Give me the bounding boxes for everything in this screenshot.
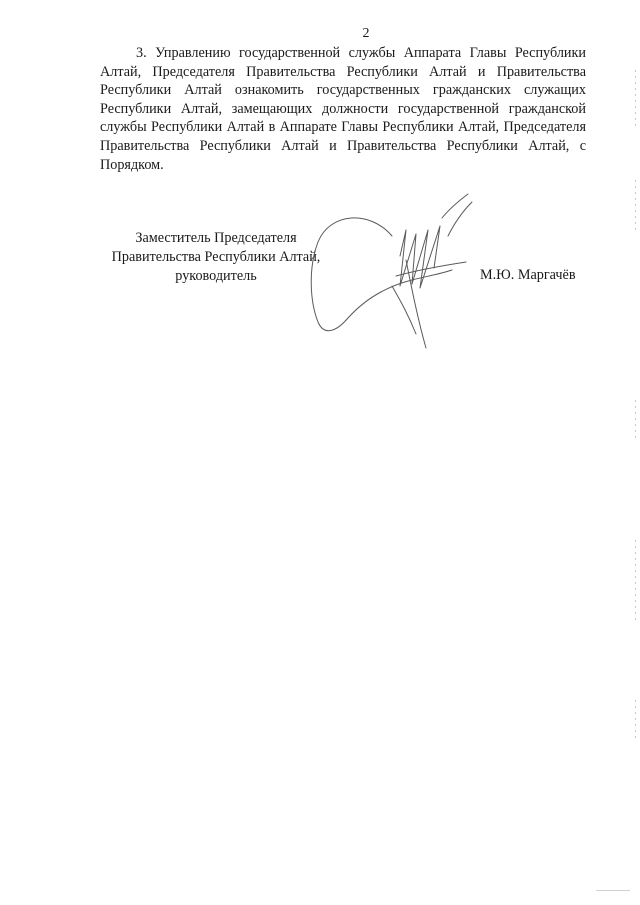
signature-loop-stroke <box>311 218 452 331</box>
scan-corner-mark <box>596 890 630 891</box>
page-number: 2 <box>362 26 370 41</box>
scan-edge-mark <box>635 400 636 440</box>
signer-title-line-1: Заместитель Председателя <box>135 230 297 246</box>
signer-title-line-3: руководитель <box>175 268 257 284</box>
scan-edge-mark <box>635 540 636 620</box>
signer-name: М.Ю. Маргачёв <box>480 267 576 283</box>
signature-icon <box>300 190 490 350</box>
scan-edge-mark <box>635 180 636 230</box>
scan-edge-mark <box>635 700 636 740</box>
signature-zigzag-stroke <box>400 226 440 288</box>
scan-edge-mark <box>635 70 636 130</box>
signer-title-line-2: Правительства Республики Алтай, <box>111 249 321 265</box>
signature-flourish-stroke <box>442 194 472 236</box>
body-paragraph: 3. Управлению государственной службы Аппарата Главы Республики Алтай, Председателя Правительства Республики Алтай и Правительства Республики Алтай ознакомить государственных гражданских служащих Республики Алтай, замещающих должности государственной гражданской службы Республики Алтай в Аппарате Главы Республики Алтай, Председателя Правительства Республики Алтай и Правительства Республики Алтай, с Порядком. <box>100 45 586 173</box>
